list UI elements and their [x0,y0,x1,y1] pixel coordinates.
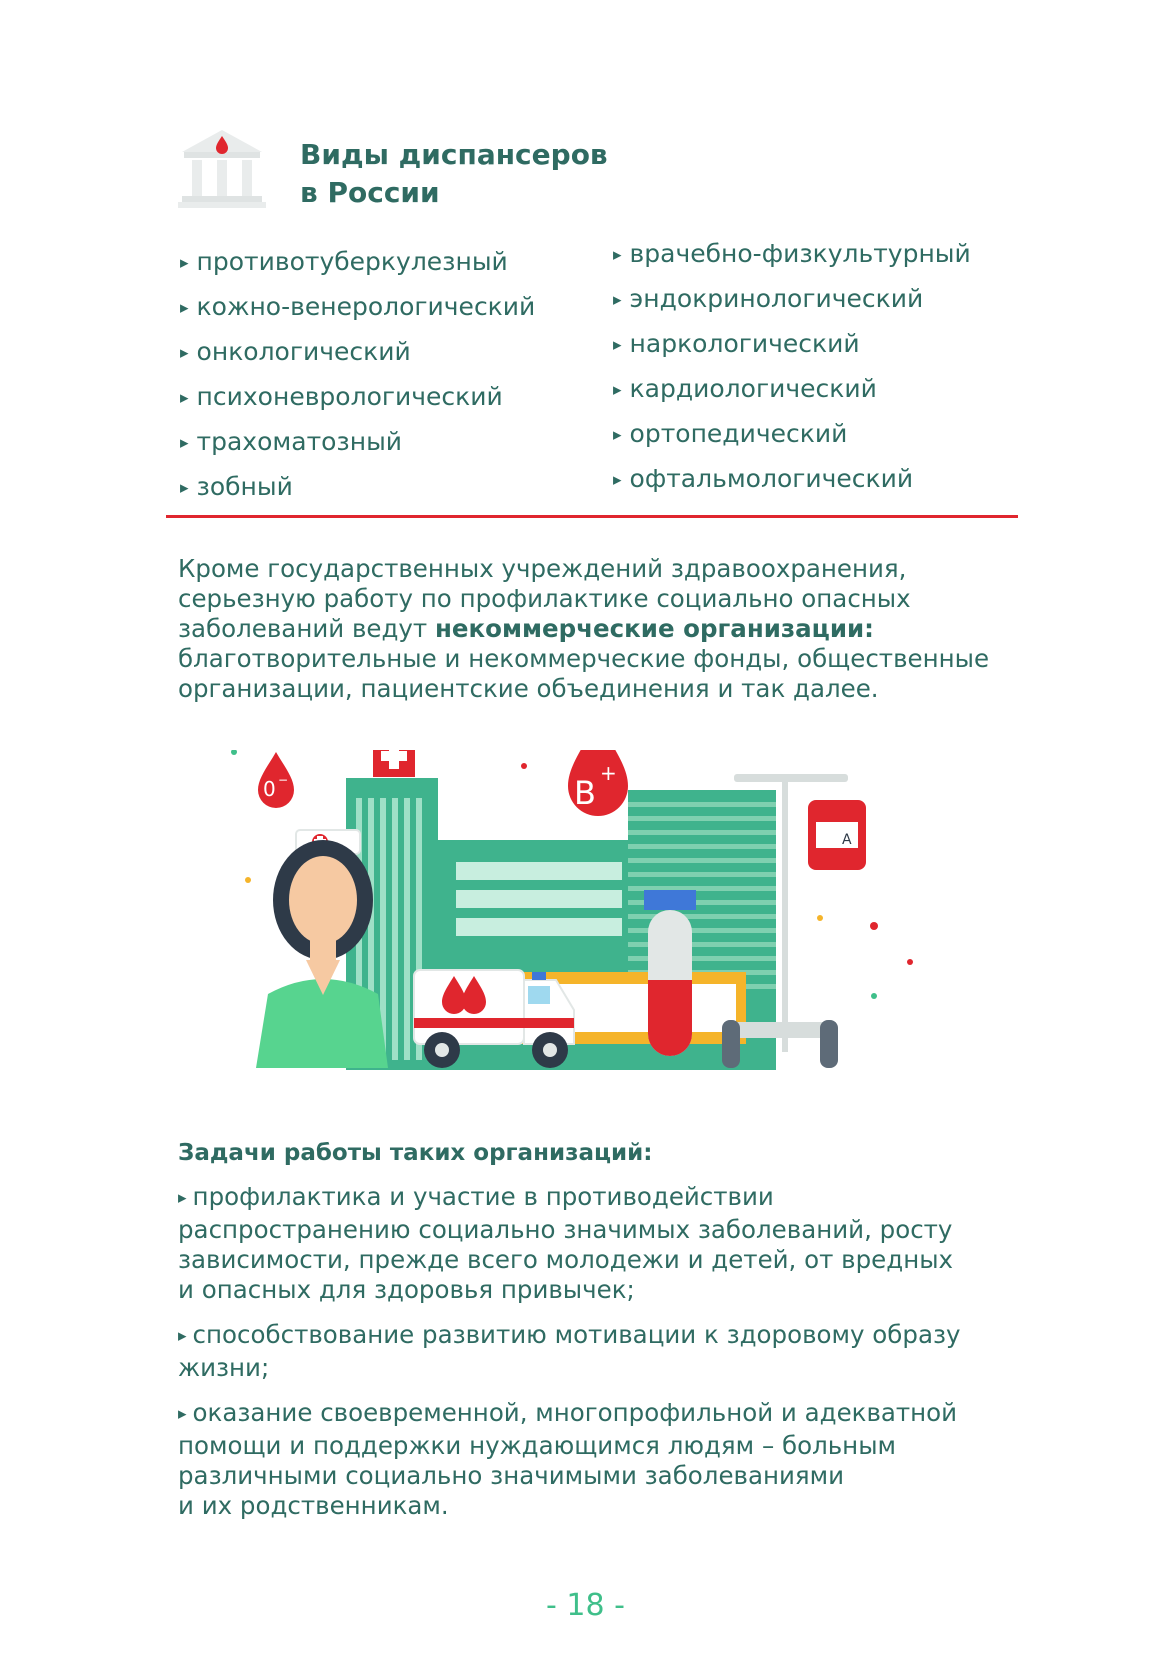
list-item: ▸ ортопедический [613,419,848,448]
bullet-triangle-icon: ▸ [180,343,189,363]
list-item: ▸ профилактика и участие в противодействии распространению социально значимых заболеваний, росту зависимости, прежде всего молодежи и детей, от вредных и опасных для здоровья привычек; [178,1182,954,1304]
bullet-triangle-icon: ▸ [178,1188,187,1208]
list-item: ▸ кожно-венерологический [180,292,536,321]
highlight-text: некоммерческие организации: [435,614,874,643]
bullet-triangle-icon: ▸ [180,388,189,408]
list-item: ▸ оказание своевременной, многопрофильной и адекватной помощи и поддержки нуждающимся людям – больным различными социально значимыми заболеваниями и их родственникам. [178,1398,958,1520]
intro-paragraph: Кроме государственных учреждений здравоохранения, серьезную работу по профилактике социально опасных заболеваний ведут некоммерческие организации: благотворительные и некоммерческие фонды, общественные организации, пациентские объединения и так далее. [178,554,990,703]
list-item: ▸ офтальмологический [613,464,914,493]
medical-illustration [228,750,948,1090]
bullet-triangle-icon: ▸ [613,290,622,310]
title-line-2: в России [300,176,440,209]
list-item: ▸ эндокринологический [613,284,924,313]
bullet-triangle-icon: ▸ [613,425,622,445]
svg-text:+: + [600,761,617,785]
section-title [300,136,608,212]
list-item: ▸ психоневрологический [180,382,503,411]
list-item: ▸ способствование развитию мотивации к здоровому образу жизни; [178,1320,961,1382]
bullet-triangle-icon: ▸ [180,298,189,318]
svg-text:−: − [278,773,289,787]
page-number: - 18 - [546,1588,625,1623]
svg-text:B: B [574,774,596,812]
museum-icon [178,128,266,210]
dispensary-list-left [180,241,535,511]
list-item: ▸ кардиологический [613,374,877,403]
svg-text:0: 0 [263,777,276,801]
bullet-triangle-icon: ▸ [180,478,189,498]
bullet-triangle-icon: ▸ [180,433,189,453]
title-line-1: Виды диспансеров [300,138,608,171]
bullet-triangle-icon: ▸ [613,245,622,265]
bullet-triangle-icon: ▸ [178,1404,187,1424]
list-item: ▸ трахоматозный [180,427,403,456]
list-item: ▸ зобный [180,472,293,501]
list-item: ▸ врачебно-физкультурный [613,239,971,268]
tasks-list [178,1182,1028,1536]
bullet-triangle-icon: ▸ [613,470,622,490]
bullet-triangle-icon: ▸ [180,253,189,273]
bullet-triangle-icon: ▸ [613,335,622,355]
list-item: ▸ онкологический [180,337,411,366]
svg-text:A: A [842,832,852,848]
bullet-triangle-icon: ▸ [613,380,622,400]
dispensary-list-right [613,233,971,503]
section-divider [166,515,1018,518]
list-item: ▸ наркологический [613,329,860,358]
bullet-triangle-icon: ▸ [178,1326,187,1346]
tasks-title: Задачи работы таких организаций: [178,1140,653,1166]
list-item: ▸ противотуберкулезный [180,247,508,276]
